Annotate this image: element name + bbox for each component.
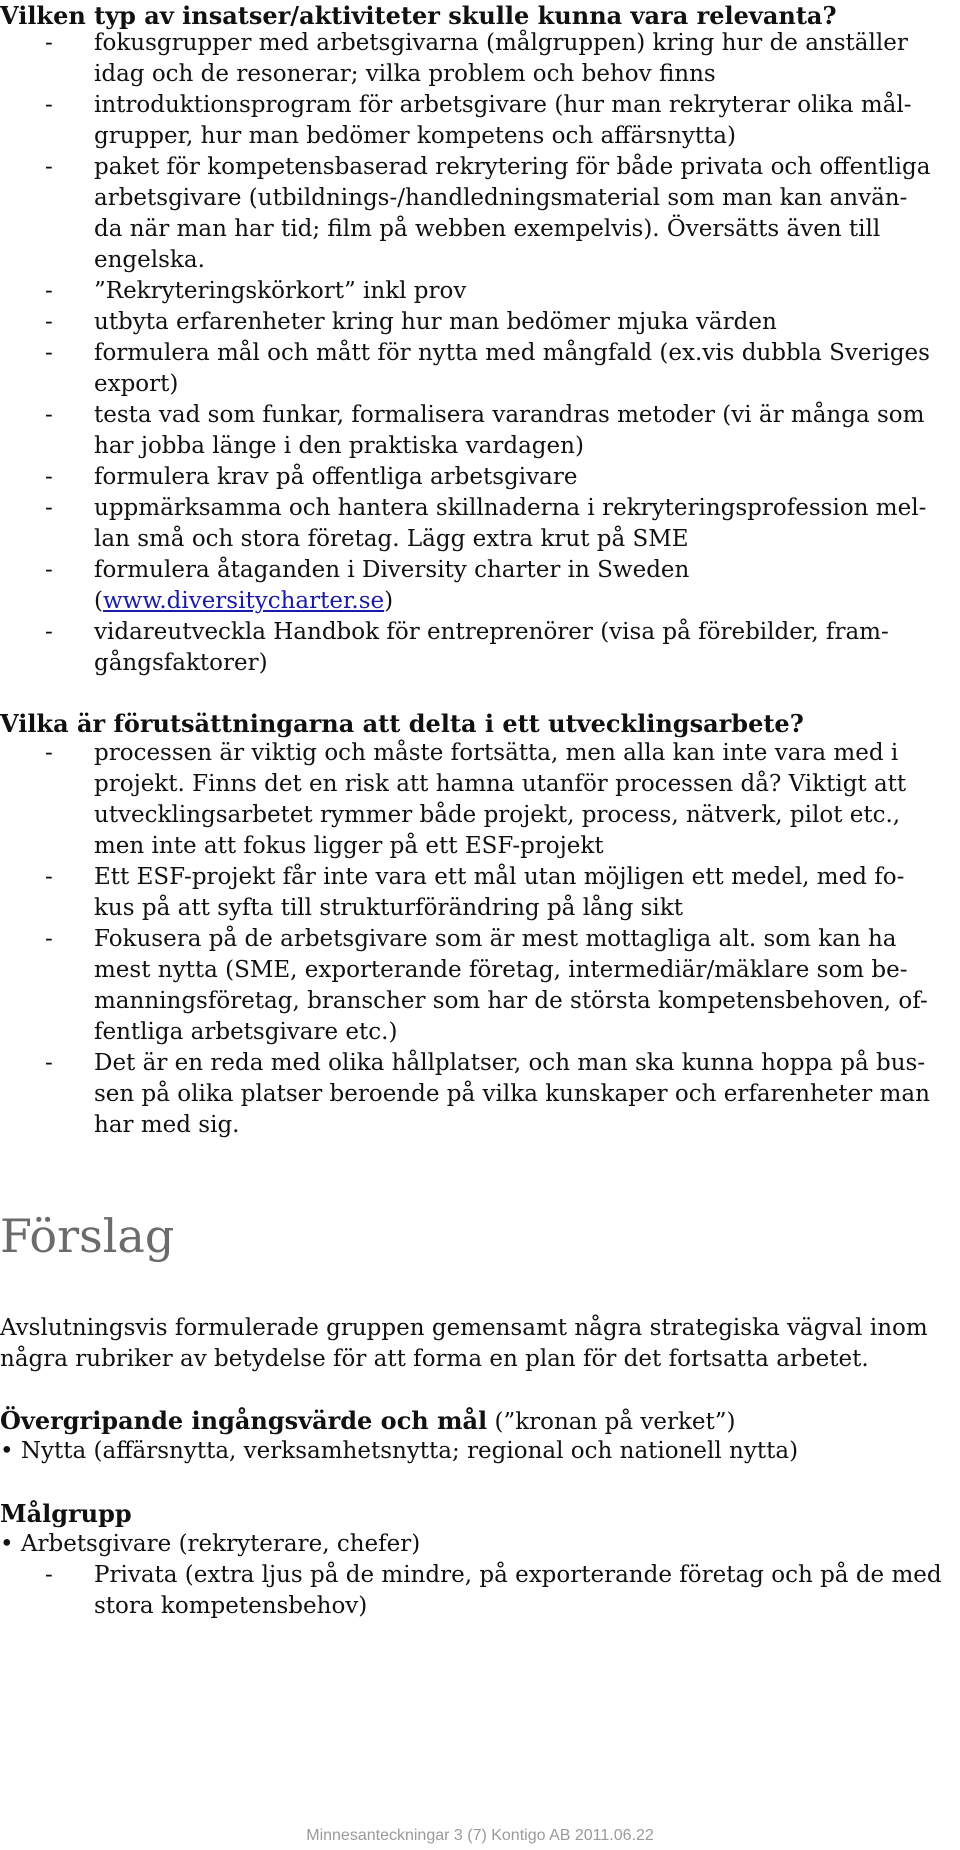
- list-item-line: fentliga arbetsgivare etc.): [94, 1019, 398, 1045]
- list-item: [0, 276, 940, 307]
- list-item-line: arbetsgivare (utbildnings-/handledningsmaterial som man kan använ-: [94, 185, 908, 211]
- diversity-charter-link[interactable]: www.diversitycharter.se: [102, 588, 385, 614]
- dash-marker: -: [45, 154, 53, 180]
- list-item-line: uppmärksamma och hantera skillnaderna i rekryteringsprofession mel-: [94, 495, 927, 521]
- list-item-line: vidareutveckla Handbok för entreprenörer (visa på förebilder, fram-: [94, 619, 889, 645]
- dash-marker: -: [45, 92, 53, 118]
- list-item-line: gångsfaktorer): [94, 650, 268, 676]
- list-item: [0, 738, 940, 862]
- list-item-line: paket för kompetensbaserad rekrytering för både privata och offentliga: [94, 154, 931, 180]
- list-item-line: Det är en reda med olika hållplatser, och man ska kunna hoppa på bus-: [94, 1050, 926, 1076]
- list-item: [0, 493, 940, 555]
- list-item: [0, 28, 940, 90]
- dash-marker: -: [45, 495, 53, 521]
- link-prefix: (: [94, 588, 103, 614]
- list-item: [0, 90, 940, 152]
- overgripande-title: [0, 1405, 736, 1438]
- list-item: [0, 307, 940, 338]
- page-footer: Minnesanteckningar 3 (7) Kontigo AB 2011.06.22: [306, 1827, 654, 1844]
- list-item-line: kus på att syfta till strukturförändring på lång sikt: [94, 895, 683, 921]
- malgrupp-title: [0, 1498, 132, 1531]
- list-item-line: Privata (extra ljus på de mindre, på exporterande företag och på de med: [94, 1562, 942, 1588]
- list-item-line: formulera mål och mått för nytta med mångfald (ex.vis dubbla Sveriges: [94, 340, 930, 366]
- arbetsgivare-bullet: • Arbetsgivare (rekryterare, chefer): [0, 1531, 421, 1557]
- dash-marker: -: [45, 30, 53, 56]
- list-item-line: fokusgrupper med arbetsgivarna (målgruppen) kring hur de anställer: [94, 30, 908, 56]
- list-item-line: da när man har tid; film på webben exempelvis). Översätts även till: [94, 216, 881, 242]
- list-item-line: ”Rekryteringskörkort” inkl prov: [94, 278, 467, 304]
- forslag-intro-line: några rubriker av betydelse för att forma en plan för det fortsatta arbetet.: [0, 1346, 869, 1372]
- list-item: [0, 555, 940, 617]
- dash-marker: -: [45, 1050, 53, 1076]
- list-item-line: introduktionsprogram för arbetsgivare (hur man rekryterar olika mål-: [94, 92, 912, 118]
- list-item: [0, 1560, 940, 1622]
- list-item-line: men inte att fokus ligger på ett ESF-projekt: [94, 833, 604, 859]
- list-item-line: projekt. Finns det en risk att hamna utanför processen då? Viktigt att: [94, 771, 907, 797]
- list-item-line: processen är viktig och måste fortsätta, men alla kan inte vara med i: [94, 740, 899, 766]
- dash-marker: -: [45, 864, 53, 890]
- list-item: [0, 1048, 940, 1141]
- list-item-line: engelska.: [94, 247, 205, 273]
- nytta-bullet: • Nytta (affärsnytta, verksamhetsnytta; regional och nationell nytta): [0, 1438, 799, 1464]
- list-item-line: export): [94, 371, 179, 397]
- forutsattningar-list: [0, 738, 940, 1141]
- list-item-line: manningsföretag, branscher som har de största kompetensbehoven, of-: [94, 988, 928, 1014]
- list-item-line: idag och de resonerar; vilka problem och behov finns: [94, 61, 716, 87]
- list-item-line: Ett ESF-projekt får inte vara ett mål utan möjligen ett medel, med fo-: [94, 864, 905, 890]
- dash-marker: -: [45, 340, 53, 366]
- dash-marker: -: [45, 740, 53, 766]
- list-item-line: grupper, hur man bedömer kompetens och affärsnytta): [94, 123, 736, 149]
- list-item-line: utbyta erfarenheter kring hur man bedömer mjuka värden: [94, 309, 777, 335]
- dash-marker: -: [45, 402, 53, 428]
- list-item: [0, 862, 940, 924]
- list-item-line: formulera krav på offentliga arbetsgivare: [94, 464, 578, 490]
- section-heading-insatser: Vilken typ av insatser/aktiviteter skulle kunna vara relevanta?: [0, 1, 837, 30]
- list-item-line: formulera åtaganden i Diversity charter in Sweden: [94, 557, 690, 583]
- dash-marker: -: [45, 309, 53, 335]
- malgrupp-title-bold: Målgrupp: [0, 1499, 132, 1528]
- list-item: [0, 338, 940, 400]
- dash-marker: -: [45, 619, 53, 645]
- dash-marker: -: [45, 1562, 53, 1588]
- link-suffix: ): [384, 588, 394, 614]
- list-item-line: testa vad som funkar, formalisera varandras metoder (vi är många som: [94, 402, 925, 428]
- list-item-line: har med sig.: [94, 1112, 240, 1138]
- list-item: [0, 617, 940, 679]
- list-item: [0, 400, 940, 462]
- list-item-link-line: [94, 586, 940, 617]
- list-item: [0, 462, 940, 493]
- list-item-line: stora kompetensbehov): [94, 1593, 368, 1619]
- list-item-line: Fokusera på de arbetsgivare som är mest mottagliga alt. som kan ha: [94, 926, 897, 952]
- list-item-line: lan små och stora företag. Lägg extra krut på SME: [94, 526, 689, 552]
- forslag-heading: Förslag: [0, 1209, 175, 1263]
- list-item: [0, 924, 940, 1048]
- section-heading-forutsattningar: Vilka är förutsättningarna att delta i ett utvecklingsarbete?: [0, 709, 804, 738]
- forslag-intro: [0, 1313, 928, 1375]
- list-item-line: utvecklingsarbetet rymmer både projekt, process, nätverk, pilot etc.,: [94, 802, 901, 828]
- forslag-intro-line: Avslutningsvis formulerade gruppen gemensamt några strategiska vägval inom: [0, 1315, 928, 1341]
- list-item-line: sen på olika platser beroende på vilka kunskaper och erfarenheter man: [94, 1081, 930, 1107]
- overgripande-title-bold: Övergripande ingångsvärde och mål: [0, 1406, 488, 1435]
- dash-marker: -: [45, 464, 53, 490]
- insatser-list: [0, 28, 940, 679]
- list-item-line: mest nytta (SME, exporterande företag, intermediär/mäklare som be-: [94, 957, 908, 983]
- overgripande-title-suffix: (”kronan på verket”): [494, 1409, 736, 1435]
- malgrupp-list: [0, 1560, 940, 1622]
- dash-marker: -: [45, 926, 53, 952]
- list-item-line: har jobba länge i den praktiska vardagen): [94, 433, 584, 459]
- list-item: [0, 152, 940, 276]
- dash-marker: -: [45, 557, 53, 583]
- dash-marker: -: [45, 278, 53, 304]
